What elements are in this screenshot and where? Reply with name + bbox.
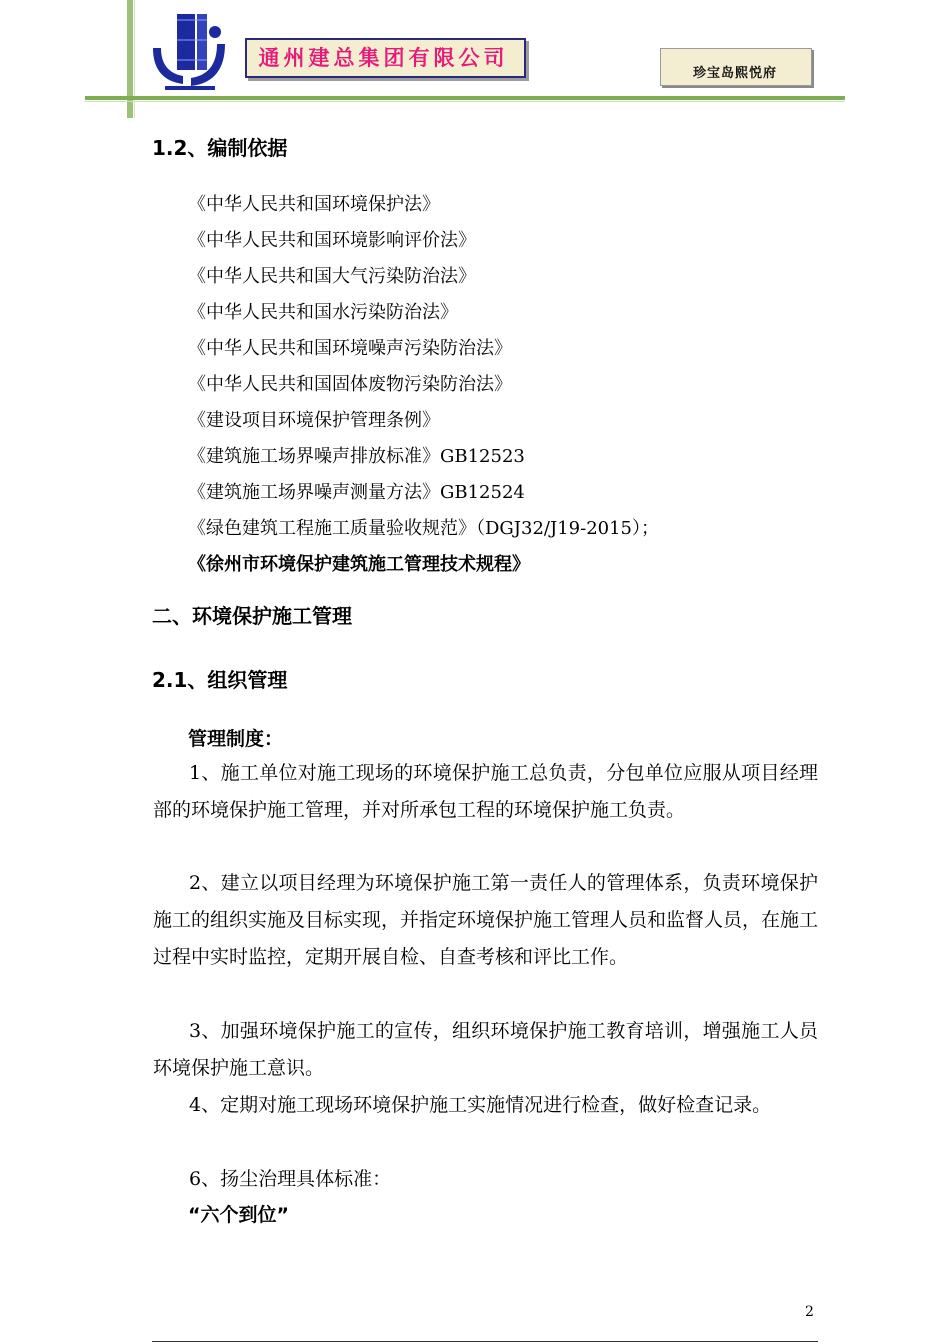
paragraph-text: 2、建立以项目经理为环境保护施工第一责任人的管理体系，负责环境保护施工的组织实施及目标实现，并指定环境保护施工管理人员和监督人员，在施工过程中实时监控，定期开展自检、自查考核和评比工作。 (153, 872, 819, 968)
basis-item: 《中华人民共和国水污染防治法》 (188, 302, 458, 323)
basis-item: 《中华人民共和国环境噪声污染防治法》 (188, 338, 512, 359)
paragraph (153, 755, 818, 829)
paragraph-text: 6、扬尘治理具体标准： (189, 1168, 392, 1190)
basis-item: 《中华人民共和国环境影响评价法》 (188, 230, 476, 251)
paragraph (153, 1161, 818, 1198)
project-name: 珍宝岛熙悦府 (692, 66, 777, 81)
section-heading-2: 二、环境保护施工管理 (152, 604, 352, 628)
paragraph-text: 4、定期对施工现场环境保护施工实施情况进行检查，做好检查记录。 (189, 1094, 772, 1116)
paragraph-text: 1、施工单位对施工现场的环境保护施工总负责，分包单位应服从项目经理部的环境保护施工管理，并对所承包工程的环境保护施工负责。 (153, 762, 818, 821)
basis-item: 《建设项目环境保护管理条例》 (188, 410, 440, 431)
header-rule (85, 96, 845, 100)
basis-item: 《徐州市环境保护建筑施工管理技术规程》 (188, 554, 530, 575)
six-in-place-heading: “六个到位” (188, 1204, 289, 1226)
paragraph (153, 1087, 818, 1124)
management-system-label: 管理制度： (188, 728, 284, 750)
company-name: 通州建总集团有限公司 (258, 46, 509, 70)
basis-item: 《绿色建筑工程施工质量验收规范》（DGJ32/J19-2015）； (188, 518, 660, 539)
footer-rule (152, 1341, 818, 1342)
paragraph-text: 3、加强环境保护施工的宣传，组织环境保护施工教育培训，增强施工人员环境保护施工意识。 (153, 1020, 818, 1079)
header-rule-shadow (85, 101, 845, 102)
paragraph (153, 865, 818, 976)
page-number: 2 (805, 1304, 814, 1320)
section-heading-2-1: 2.1、组织管理 (152, 668, 288, 692)
basis-item: 《中华人民共和国环境保护法》 (188, 194, 440, 215)
basis-item: 《建筑施工场界噪声测量方法》GB12524 (188, 482, 525, 503)
basis-item: 《建筑施工场界噪声排放标准》GB12523 (188, 446, 525, 467)
section-heading-1-2: 1.2、编制依据 (152, 136, 288, 160)
basis-item: 《中华人民共和国固体废物污染防治法》 (188, 374, 512, 395)
paragraph (153, 1013, 818, 1087)
basis-item: 《中华人民共和国大气污染防治法》 (188, 266, 476, 287)
